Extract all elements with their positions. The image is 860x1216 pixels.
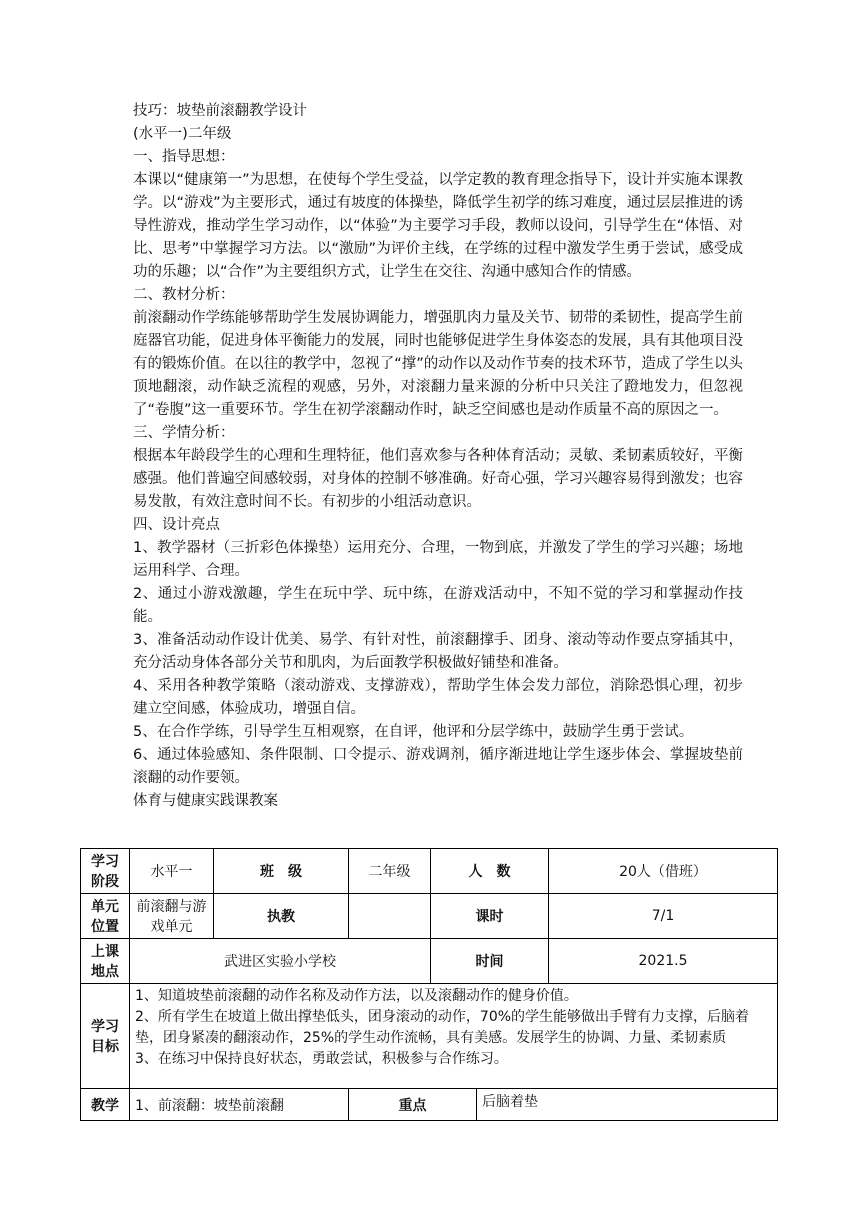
cell-label: 学习阶段	[81, 849, 130, 894]
goal-item: 1、知道坡垫前滚翻的动作名称及动作方法，以及滚翻动作的健身价值。	[135, 988, 578, 1004]
cell-place: 武进区实验小学校	[130, 939, 431, 984]
highlight-item: 4、采用各种教学策略（滚动游戏、支撑游戏），帮助学生体会发力部位，消除恐惧心理，初步建立空间感，体验成功，增强自信。	[133, 678, 743, 717]
cell-count: 20人（借班）	[549, 849, 778, 894]
section-paragraph: 本课以“健康第一”为思想，在使每个学生受益，以学定教的教育理念指导下，设计并实施本课教学。以“游戏”为主要形式，通过有坡度的体操垫，降低学生初学的练习难度，通过层层推进的诱导性游戏，推动学生学习动作，以“体验”为主要学习手段，教师以设问，引导学生在“体悟、对比、思考”中掌握学习方法。以“激励”为评价主线，在学练的过程中激发学生勇于尝试，感受成功的乐趣；以“合作”为主要组织方式，让学生在交往、沟通中感知合作的情感。	[133, 172, 743, 280]
cell-teacher	[349, 894, 431, 939]
cell-label: 重点	[349, 1089, 477, 1121]
section-heading: 二、教材分析：	[133, 287, 235, 303]
cell-unit: 前滚翻与游戏单元	[130, 894, 214, 939]
section-paragraph: 前滚翻动作学练能够帮助学生发展协调能力，增强肌肉力量及关节、韧带的柔韧性，提高学生前庭器官功能，促进身体平衡能力的发展，同时也能够促进学生身体姿态的发展，具有其他项目没有的锻炼价值。在以往的教学中，忽视了“撑”的动作以及动作节奏的技术环节，造成了学生以头顶地翻滚，动作缺乏流程的观感，另外，对滚翻力量来源的分析中只关注了蹬地发力，但忽视了“卷腹”这一重要环节。学生在初学滚翻动作时，缺乏空间感也是动作质量不高的原因之一。	[133, 310, 743, 418]
table-row	[81, 939, 778, 984]
doc-grade: (水平一)二年级	[133, 126, 232, 142]
section-paragraph: 根据本年龄段学生的心理和生理特征，他们喜欢参与各种体育活动；灵敏、柔韧素质较好，平衡感强。他们普遍空间感较弱，对身体的控制不够准确。好奇心强，学习兴趣容易得到激发；也容易发散，有效注意时间不长。有初步的小组活动意识。	[133, 448, 743, 510]
cell-label: 学习目标	[81, 984, 130, 1089]
doc-title: 技巧：坡垫前滚翻教学设计	[133, 103, 307, 119]
table-row	[81, 849, 778, 894]
lesson-plan-table	[80, 848, 778, 1121]
section-heading: 四、设计亮点	[133, 517, 220, 533]
cell-goals	[130, 984, 778, 1089]
cell-label: 人 数	[431, 849, 549, 894]
cell-label: 时间	[431, 939, 549, 984]
cell-stage: 水平一	[130, 849, 214, 894]
cell-label: 教学	[81, 1089, 130, 1121]
lesson-design-text	[133, 100, 743, 813]
goal-item: 2、所有学生在坡道上做出撑垫低头，团身滚动的动作，70%的学生能够做出手臂有力支撑，后脑着垫，团身紧凑的翻滚动作，25%的学生动作流畅，具有美感。发展学生的协调、力量、柔韧素质	[135, 1009, 750, 1046]
cell-label: 班 级	[214, 849, 349, 894]
cell-label: 上课地点	[81, 939, 130, 984]
table-caption: 体育与健康实践课教案	[133, 793, 278, 809]
cell-label: 执教	[214, 894, 349, 939]
cell-class: 二年级	[349, 849, 431, 894]
goal-item: 3、在练习中保持良好状态，勇敢尝试，积极参与合作练习。	[135, 1051, 508, 1067]
highlight-item: 6、通过体验感知、条件限制、口令提示、游戏调剂，循序渐进地让学生逐步体会、掌握坡垫前滚翻的动作要领。	[133, 747, 743, 786]
cell-content: 1、前滚翻：坡垫前滚翻	[130, 1089, 349, 1121]
highlight-item: 1、教学器材（三折彩色体操垫）运用充分、合理，一物到底，并激发了学生的学习兴趣；场地运用科学、合理。	[133, 540, 743, 579]
highlight-item: 3、准备活动动作设计优美、易学、有针对性，前滚翻撑手、团身、滚动等动作要点穿插其中，充分活动身体各部分关节和肌肉，为后面教学积极做好铺垫和准备。	[133, 632, 743, 671]
section-heading: 三、学情分析：	[133, 425, 235, 441]
table-row	[81, 894, 778, 939]
cell-label: 课时	[431, 894, 549, 939]
highlight-item: 5、在合作学练，引导学生互相观察，在自评，他评和分层学练中，鼓励学生勇于尝试。	[133, 724, 694, 740]
cell-time: 2021.5	[549, 939, 778, 984]
table-row	[81, 984, 778, 1089]
cell-label: 单元位置	[81, 894, 130, 939]
highlight-item: 2、通过小游戏激趣，学生在玩中学、玩中练，在游戏活动中，不知不觉的学习和掌握动作技能。	[133, 586, 743, 625]
cell-key: 后脑着垫	[477, 1089, 778, 1121]
table-row	[81, 1089, 778, 1121]
section-heading: 一、指导思想：	[133, 149, 235, 165]
cell-period: 7/1	[549, 894, 778, 939]
